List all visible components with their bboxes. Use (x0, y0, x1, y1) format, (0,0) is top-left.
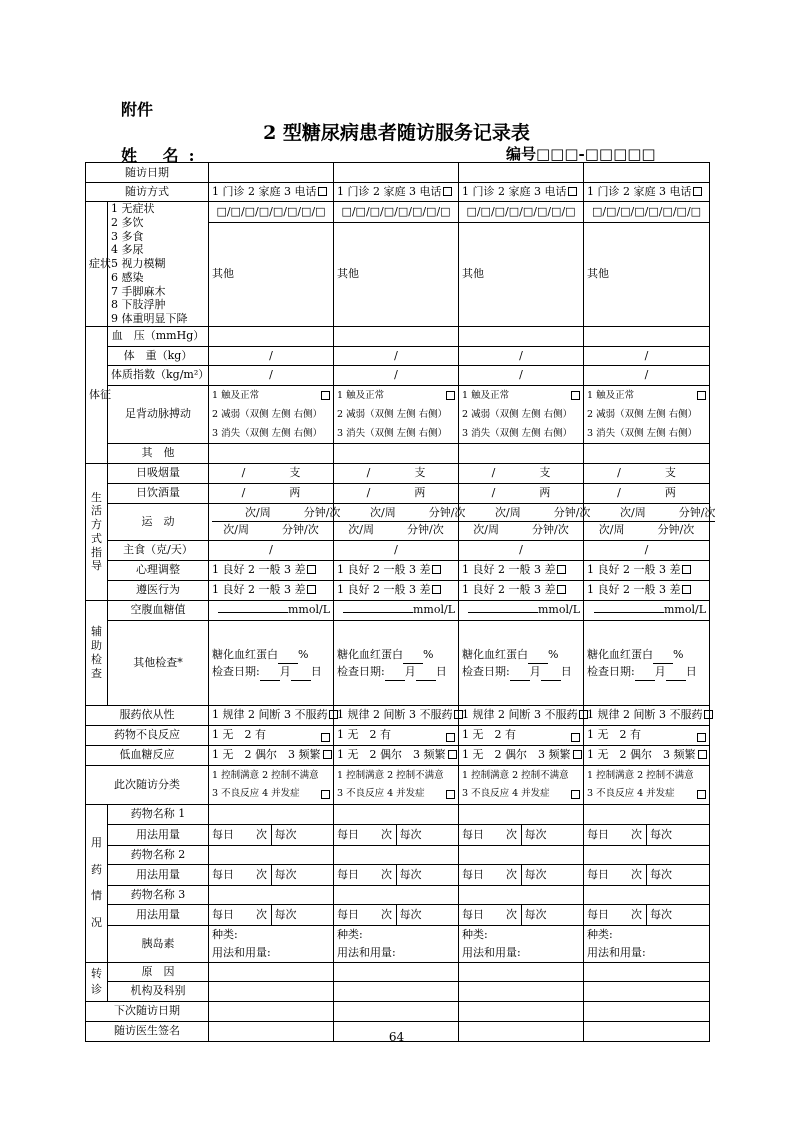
insulin-label: 胰岛素 (108, 925, 209, 962)
fbg-cell[interactable]: mmol/L (584, 600, 710, 620)
reason-cell[interactable] (209, 962, 334, 981)
adr-cell[interactable]: 1 无 2 有 (209, 725, 334, 745)
reason-cell[interactable] (584, 962, 710, 981)
name-label: 姓 名: (121, 146, 205, 165)
institution-label: 机构及科别 (108, 981, 209, 1001)
insulin-cell[interactable]: 种类: 用法和用量: (334, 925, 459, 962)
checkbox-icon[interactable] (307, 565, 316, 574)
row-bp (86, 326, 710, 346)
row-drug1 (86, 804, 710, 824)
weight-cell[interactable]: / (334, 346, 459, 365)
drink-cell[interactable]: / 两 (584, 483, 710, 503)
hypo-cell[interactable]: 1 无 2 偶尔 3 频繁 (584, 745, 710, 765)
aux-category: 辅助检查 (86, 600, 108, 705)
usage-cell[interactable]: 每日 次 每次 (459, 864, 584, 885)
checkbox-icon[interactable] (571, 391, 580, 400)
checkbox-icon[interactable] (448, 750, 457, 759)
symptom-boxes[interactable]: □/□/□/□/□/□/□/□ (334, 202, 459, 223)
checkbox-icon[interactable] (697, 790, 706, 799)
hypo-cell[interactable]: 1 无 2 偶尔 3 频繁 (459, 745, 584, 765)
symptom-other[interactable]: 其他 (209, 222, 334, 326)
other-exam-cell[interactable]: 糖化血红蛋白 % 检查日期: 月 日 (334, 620, 459, 705)
drug-name-cell[interactable] (334, 885, 459, 904)
row-usage2 (86, 864, 710, 885)
pulse-cell[interactable]: 1 触及正常 2 减弱（双侧 左侧 右侧） 3 消失（双侧 左侧 右侧） (459, 385, 584, 443)
next-date-label: 下次随访日期 (86, 1001, 209, 1021)
class-cell[interactable]: 1 控制满意 2 控制不满意 3 不良反应 4 并发症 (334, 765, 459, 804)
symptoms-list: 1 无症状 2 多饮 3 多食 4 多尿 5 视力模糊 6 感染 7 手脚麻木 8 下肢浮肿 9 体重明显下降 (108, 202, 209, 327)
row-pulse (86, 385, 710, 443)
form-title: 2 型糖尿病患者随访服务记录表 (263, 122, 530, 144)
checkbox-icon[interactable] (446, 391, 455, 400)
institution-cell[interactable] (334, 981, 459, 1001)
visit-date-cell[interactable] (459, 163, 584, 183)
signs-other-cell[interactable] (334, 443, 459, 463)
staple-cell[interactable]: / (584, 540, 710, 560)
bp-label: 血 压（mmHg） (108, 326, 209, 346)
usage-cell[interactable]: 每日 次 每次 (209, 904, 334, 925)
bmi-cell[interactable]: / (459, 365, 584, 385)
adherence-cell[interactable]: 1 规律 2 间断 3 不服药 (459, 705, 584, 725)
row-usage3 (86, 904, 710, 925)
visit-date-cell[interactable] (334, 163, 459, 183)
row-visit-date (86, 163, 710, 183)
row-psych (86, 560, 710, 580)
row-weight (86, 346, 710, 365)
bmi-cell[interactable]: / (209, 365, 334, 385)
checkbox-icon[interactable] (446, 790, 455, 799)
symptom-other[interactable]: 其他 (584, 222, 710, 326)
fbg-cell[interactable]: mmol/L (209, 600, 334, 620)
row-hypo (86, 745, 710, 765)
adherence-label: 服药依从性 (86, 705, 209, 725)
usage-cell[interactable]: 每日 次 每次 (209, 824, 334, 845)
checkbox-icon[interactable] (557, 585, 566, 594)
next-date-cell[interactable] (209, 1001, 334, 1021)
symptoms-category: 症状 (86, 202, 108, 327)
drink-cell[interactable]: / 两 (334, 483, 459, 503)
usage-cell[interactable]: 每日 次 每次 (459, 824, 584, 845)
usage-label: 用法用量 (108, 904, 209, 925)
bp-cell[interactable] (334, 326, 459, 346)
drug2-label: 药物名称 2 (108, 845, 209, 864)
pulse-label: 足背动脉搏动 (108, 385, 209, 443)
visit-date-cell[interactable] (209, 163, 334, 183)
weight-cell[interactable]: / (459, 346, 584, 365)
row-visit-method (86, 183, 710, 202)
psych-cell[interactable]: 1 良好 2 一般 3 差 (334, 560, 459, 580)
pulse-cell[interactable]: 1 触及正常 2 减弱（双侧 左侧 右侧） 3 消失（双侧 左侧 右侧） (334, 385, 459, 443)
visit-date-cell[interactable] (584, 163, 710, 183)
comply-cell[interactable]: 1 良好 2 一般 3 差 (334, 580, 459, 600)
row-next-date (86, 1001, 710, 1021)
checkbox-icon[interactable] (693, 187, 702, 196)
row-drink (86, 483, 710, 503)
usage-cell[interactable]: 每日 次 每次 (334, 824, 459, 845)
drug3-label: 药物名称 3 (108, 885, 209, 904)
comply-cell[interactable]: 1 良好 2 一般 3 差 (459, 580, 584, 600)
smoke-cell[interactable]: / 支 (334, 463, 459, 483)
bmi-label: 体质指数（kg/m²） (108, 365, 209, 385)
adherence-cell[interactable]: 1 规律 2 间断 3 不服药 (209, 705, 334, 725)
usage-cell[interactable]: 每日 次 每次 (584, 904, 710, 925)
insulin-cell[interactable]: 种类: 用法和用量: (459, 925, 584, 962)
checkbox-icon[interactable] (571, 790, 580, 799)
row-smoke (86, 463, 710, 483)
drug-name-cell[interactable] (459, 845, 584, 864)
weight-cell[interactable]: / (209, 346, 334, 365)
next-date-cell[interactable] (459, 1001, 584, 1021)
comply-cell[interactable]: 1 良好 2 一般 3 差 (209, 580, 334, 600)
row-insulin (86, 925, 710, 962)
visit-method-label: 随访方式 (86, 183, 209, 202)
checkbox-icon[interactable] (573, 750, 582, 759)
row-bmi (86, 365, 710, 385)
checkbox-icon[interactable] (321, 790, 330, 799)
checkbox-icon[interactable] (446, 733, 455, 742)
followup-form-table (85, 162, 716, 1042)
visit-method-options: 1 门诊 2 家庭 3 电话 (462, 185, 567, 199)
attachment-label: 附件 (121, 100, 154, 119)
drug-name-cell[interactable] (584, 885, 710, 904)
symptom-other[interactable]: 其他 (459, 222, 584, 326)
psych-cell[interactable]: 1 良好 2 一般 3 差 (209, 560, 334, 580)
row-staple (86, 540, 710, 560)
comply-cell[interactable]: 1 良好 2 一般 3 差 (584, 580, 710, 600)
smoke-label: 日吸烟量 (108, 463, 209, 483)
row-referral-institution (86, 981, 710, 1001)
row-usage1 (86, 824, 710, 845)
checkbox-icon[interactable] (571, 733, 580, 742)
adr-cell[interactable]: 1 无 2 有 (334, 725, 459, 745)
adr-label: 药物不良反应 (86, 725, 209, 745)
symptom-other[interactable]: 其他 (334, 222, 459, 326)
usage-label: 用法用量 (108, 864, 209, 885)
checkbox-icon[interactable] (697, 733, 706, 742)
class-label: 此次随访分类 (86, 765, 209, 804)
checkbox-icon[interactable] (697, 391, 706, 400)
class-cell[interactable]: 1 控制满意 2 控制不满意 3 不良反应 4 并发症 (209, 765, 334, 804)
usage-label: 用法用量 (108, 824, 209, 845)
row-symptoms (86, 202, 710, 223)
usage-cell[interactable]: 每日 次 每次 (584, 864, 710, 885)
referral-category: 转诊 (86, 962, 108, 1001)
drug1-label: 药物名称 1 (108, 804, 209, 824)
checkbox-icon[interactable] (432, 585, 441, 594)
signs-other-label: 其 他 (108, 443, 209, 463)
bp-cell[interactable] (209, 326, 334, 346)
row-drug3 (86, 885, 710, 904)
bmi-cell[interactable]: / (334, 365, 459, 385)
institution-cell[interactable] (459, 981, 584, 1001)
lifestyle-category: 生活方式指导 (86, 463, 108, 600)
reason-cell[interactable] (334, 962, 459, 981)
institution-cell[interactable] (584, 981, 710, 1001)
exercise-cell[interactable]: 次/周 分钟/次 次/周 分钟/次 (334, 503, 459, 540)
adr-cell[interactable]: 1 无 2 有 (459, 725, 584, 745)
checkbox-icon[interactable] (323, 750, 332, 759)
drug-name-cell[interactable] (209, 804, 334, 824)
checkbox-icon[interactable] (568, 187, 577, 196)
visit-date-label: 随访日期 (86, 163, 209, 183)
adherence-cell[interactable]: 1 规律 2 间断 3 不服药 (334, 705, 459, 725)
checkbox-icon[interactable] (432, 565, 441, 574)
smoke-cell[interactable]: / 支 (209, 463, 334, 483)
medication-category: 用药情况 (86, 804, 108, 962)
visit-method-options: 1 门诊 2 家庭 3 电话 (212, 185, 317, 199)
smoke-cell[interactable]: / 支 (584, 463, 710, 483)
drug-name-cell[interactable] (459, 885, 584, 904)
doctor-label: 随访医生签名 (86, 1021, 209, 1041)
usage-cell[interactable]: 每日 次 每次 (584, 824, 710, 845)
exercise-label: 运 动 (108, 503, 209, 540)
exercise-cell[interactable]: 次/周 分钟/次 次/周 分钟/次 (209, 503, 334, 540)
class-cell[interactable]: 1 控制满意 2 控制不满意 3 不良反应 4 并发症 (459, 765, 584, 804)
hypo-label: 低血糖反应 (86, 745, 209, 765)
checkbox-icon[interactable] (443, 187, 452, 196)
psych-cell[interactable]: 1 良好 2 一般 3 差 (459, 560, 584, 580)
exercise-cell[interactable]: 次/周 分钟/次 次/周 分钟/次 (584, 503, 710, 540)
bmi-cell[interactable]: / (584, 365, 710, 385)
row-adherence (86, 705, 710, 725)
adherence-cell[interactable]: 1 规律 2 间断 3 不服药 (584, 705, 710, 725)
staple-cell[interactable]: / (334, 540, 459, 560)
checkbox-icon[interactable] (704, 710, 713, 719)
row-fbg (86, 600, 710, 620)
hypo-cell[interactable]: 1 无 2 偶尔 3 频繁 (209, 745, 334, 765)
staple-cell[interactable]: / (209, 540, 334, 560)
signs-other-cell[interactable] (584, 443, 710, 463)
weight-label: 体 重（kg） (108, 346, 209, 365)
row-comply (86, 580, 710, 600)
insulin-cell[interactable]: 种类: 用法和用量: (209, 925, 334, 962)
other-exam-cell[interactable]: 糖化血红蛋白 % 检查日期: 月 日 (459, 620, 584, 705)
staple-cell[interactable]: / (459, 540, 584, 560)
checkbox-icon[interactable] (557, 565, 566, 574)
usage-cell[interactable]: 每日 次 每次 (459, 904, 584, 925)
psych-label: 心理调整 (108, 560, 209, 580)
other-exam-label: 其他检查* (108, 620, 209, 705)
visit-method-options: 1 门诊 2 家庭 3 电话 (587, 185, 692, 199)
visit-method-options: 1 门诊 2 家庭 3 电话 (337, 185, 442, 199)
comply-label: 遵医行为 (108, 580, 209, 600)
adr-cell[interactable]: 1 无 2 有 (584, 725, 710, 745)
fbg-cell[interactable]: mmol/L (334, 600, 459, 620)
signs-other-cell[interactable] (459, 443, 584, 463)
bp-cell[interactable] (459, 326, 584, 346)
usage-cell[interactable]: 每日 次 每次 (334, 864, 459, 885)
next-date-cell[interactable] (334, 1001, 459, 1021)
checkbox-icon[interactable] (698, 750, 707, 759)
drug-name-cell[interactable] (209, 885, 334, 904)
row-adr (86, 725, 710, 745)
code-label: 编号□□□-□□□□□ (506, 145, 656, 163)
psych-cell[interactable]: 1 良好 2 一般 3 差 (584, 560, 710, 580)
signs-category: 体征 (86, 326, 108, 463)
institution-cell[interactable] (209, 981, 334, 1001)
exercise-cell[interactable]: 次/周 分钟/次 次/周 分钟/次 (459, 503, 584, 540)
fbg-label: 空腹血糖值 (108, 600, 209, 620)
row-signs-other (86, 443, 710, 463)
row-class (86, 765, 710, 804)
checkbox-icon[interactable] (321, 391, 330, 400)
row-exercise (86, 503, 710, 540)
other-exam-cell[interactable]: 糖化血红蛋白 % 检查日期: 月 日 (584, 620, 710, 705)
drug-name-cell[interactable] (209, 845, 334, 864)
pulse-cell[interactable]: 1 触及正常 2 减弱（双侧 左侧 右侧） 3 消失（双侧 左侧 右侧） (209, 385, 334, 443)
drug-name-cell[interactable] (334, 845, 459, 864)
row-referral-reason (86, 962, 710, 981)
drink-cell[interactable]: / 两 (459, 483, 584, 503)
next-date-cell[interactable] (584, 1001, 710, 1021)
symptom-boxes[interactable]: □/□/□/□/□/□/□/□ (584, 202, 710, 223)
usage-cell[interactable]: 每日 次 每次 (209, 864, 334, 885)
symptom-boxes[interactable]: □/□/□/□/□/□/□/□ (209, 202, 334, 223)
smoke-cell[interactable]: / 支 (459, 463, 584, 483)
drink-cell[interactable]: / 两 (209, 483, 334, 503)
reason-label: 原 因 (108, 962, 209, 981)
hypo-cell[interactable]: 1 无 2 偶尔 3 频繁 (334, 745, 459, 765)
row-drug2 (86, 845, 710, 864)
page-number: 64 (388, 1030, 405, 1044)
checkbox-icon[interactable] (321, 733, 330, 742)
pulse-cell[interactable]: 1 触及正常 2 减弱（双侧 左侧 右侧） 3 消失（双侧 左侧 右侧） (584, 385, 710, 443)
weight-cell[interactable]: / (584, 346, 710, 365)
checkbox-icon[interactable] (682, 585, 691, 594)
usage-cell[interactable]: 每日 次 每次 (334, 904, 459, 925)
other-exam-cell[interactable]: 糖化血红蛋白 % 检查日期: 月 日 (209, 620, 334, 705)
class-cell[interactable]: 1 控制满意 2 控制不满意 3 不良反应 4 并发症 (584, 765, 710, 804)
reason-cell[interactable] (459, 962, 584, 981)
fbg-cell[interactable]: mmol/L (459, 600, 584, 620)
insulin-cell[interactable]: 种类: 用法和用量: (584, 925, 710, 962)
symptom-boxes[interactable]: □/□/□/□/□/□/□/□ (459, 202, 584, 223)
staple-label: 主食（克/天） (108, 540, 209, 560)
signs-other-cell[interactable] (209, 443, 334, 463)
drug-name-cell[interactable] (584, 845, 710, 864)
bp-cell[interactable] (584, 326, 710, 346)
row-other-exam (86, 620, 710, 705)
drug-name-cell[interactable] (584, 804, 710, 824)
drug-name-cell[interactable] (459, 804, 584, 824)
drink-label: 日饮酒量 (108, 483, 209, 503)
drug-name-cell[interactable] (334, 804, 459, 824)
checkbox-icon[interactable] (307, 585, 316, 594)
checkbox-icon[interactable] (318, 187, 327, 196)
checkbox-icon[interactable] (682, 565, 691, 574)
